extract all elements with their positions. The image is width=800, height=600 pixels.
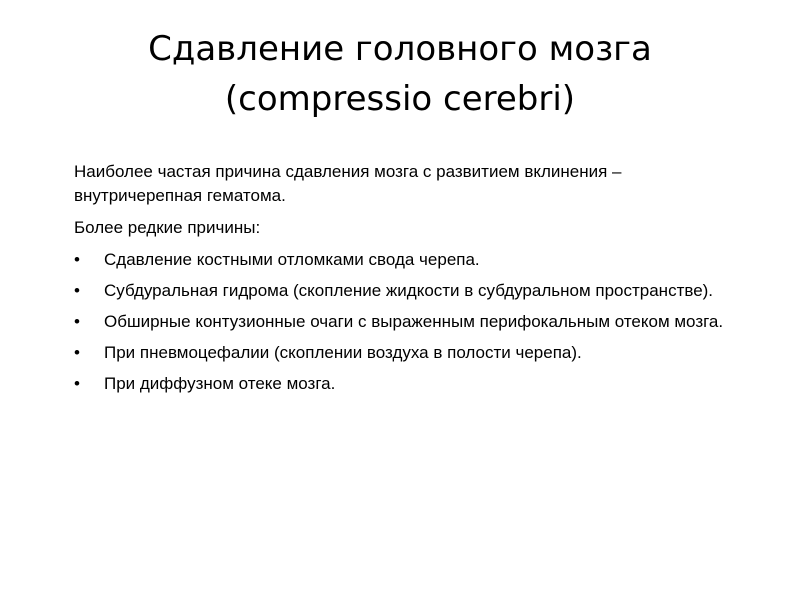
causes-list [74, 248, 754, 396]
list-item-text: Обширные контузионные очаги с выраженным перифокальным отеком мозга. [104, 312, 724, 331]
bullet-icon: • [74, 250, 80, 269]
bullet-icon: • [74, 312, 80, 331]
list-item [74, 310, 754, 334]
list-item-text: Сдавление костными отломками свода черепа. [104, 250, 480, 269]
rare-causes-heading: Более редкие причины: [74, 218, 261, 237]
bullet-icon: • [74, 281, 80, 300]
bullet-icon: • [74, 343, 80, 362]
list-item [74, 341, 754, 365]
list-item [74, 372, 754, 396]
title-line-main: Сдавление головного мозга [148, 29, 652, 69]
slide-title [40, 24, 760, 124]
slide-body [74, 160, 754, 403]
list-item [74, 248, 754, 272]
list-item [74, 279, 754, 303]
title-line-latin: (compressio cerebri) [224, 79, 576, 119]
list-item-text: Субдуральная гидрома (скопление жидкости в субдуральном пространстве). [104, 281, 714, 300]
list-item-text: При пневмоцефалии (скоплении воздуха в полости черепа). [104, 343, 582, 362]
bullet-icon: • [74, 374, 80, 393]
intro-paragraph: Наиболее частая причина сдавления мозга с развитием вклинения – внутричерепная гематома. [74, 162, 622, 205]
list-item-text: При диффузном отеке мозга. [104, 374, 336, 393]
